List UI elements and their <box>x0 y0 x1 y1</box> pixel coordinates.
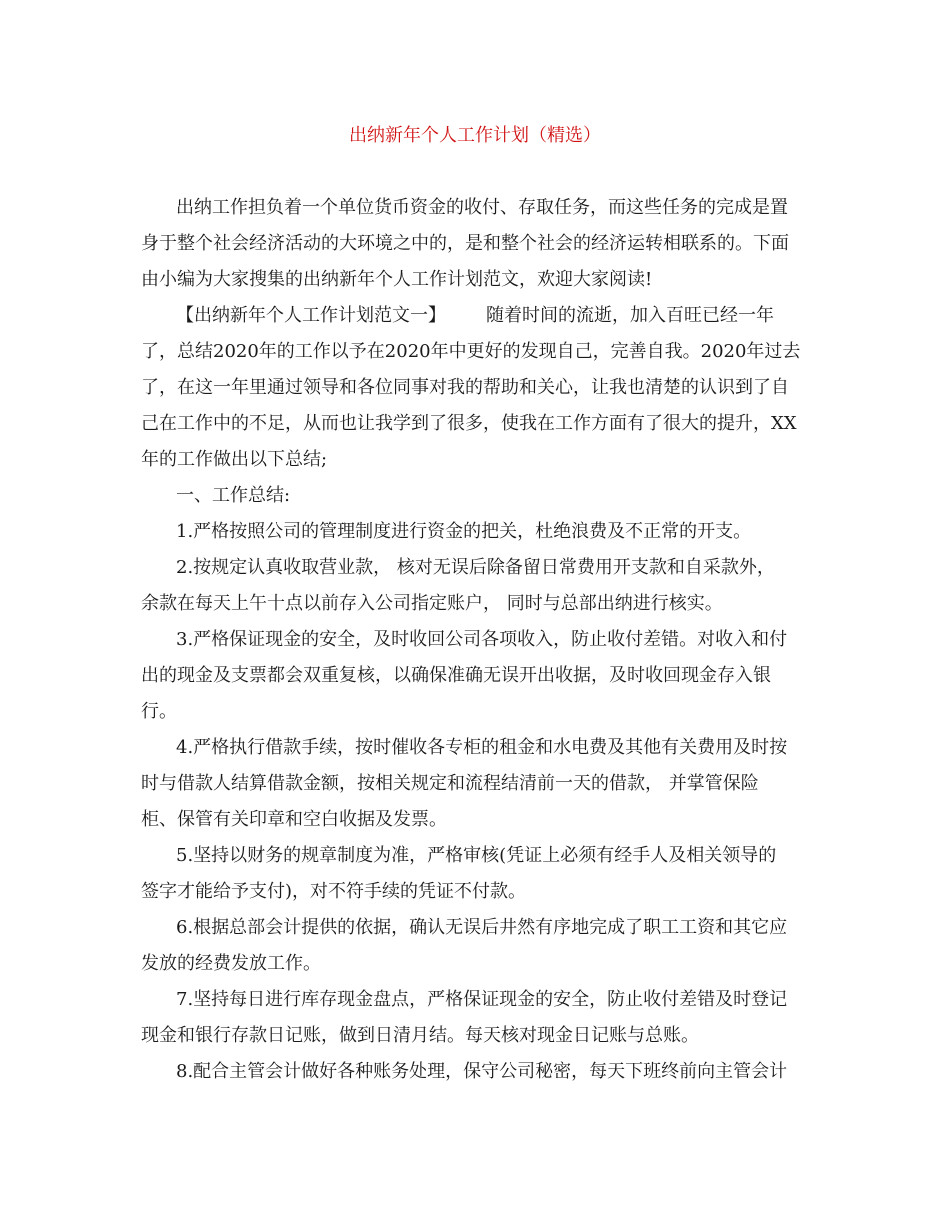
list-item: 5.坚持以财务的规章制度为准，严格审核(凭证上必须有经手人及相关领导的 <box>176 845 777 866</box>
paragraph-text: 随着时间的流逝，加入百旺已经一年 <box>486 305 774 326</box>
list-item-continuation: 现金和银行存款日记账，做到日清月结。每天核对现金日记账与总账。 <box>141 1025 699 1046</box>
paragraph-line: 了，总结2020年的工作以予在2020年中更好的发现自己，完善自我。2020年过去 <box>141 341 801 362</box>
section-heading: 【出纳新年个人工作计划范文一】 <box>176 305 446 326</box>
list-item-continuation: 柜、保管有关印章和空白收据及发票。 <box>141 809 447 830</box>
paragraph-line: 己在工作中的不足，从而也让我学到了很多，使我在工作方面有了很大的提升，XX <box>141 413 797 434</box>
list-item: 2.按规定认真收取营业款， 核对无误后除备留日常费用开支款和自采款外， <box>176 557 775 578</box>
list-item: 8.配合主管会计做好各种账务处理，保守公司秘密，每天下班终前向主管会计 <box>176 1061 788 1082</box>
list-item: 7.坚持每日进行库存现金盘点，严格保证现金的安全，防止收付差错及时登记 <box>176 989 788 1010</box>
list-item: 1.严格按照公司的管理制度进行资金的把关，杜绝浪费及不正常的开支。 <box>176 521 752 542</box>
list-item-continuation: 出的现金及支票都会双重复核，以确保准确无误开出收据，及时收回现金存入银 <box>141 665 771 686</box>
list-item-continuation: 发放的经费发放工作。 <box>141 953 321 974</box>
paragraph-line: 了，在这一年里通过领导和各位同事对我的帮助和关心，让我也清楚的认识到了自 <box>141 377 789 398</box>
list-item: 3.严格保证现金的安全，及时收回公司各项收入，防止收付差错。对收入和付 <box>176 629 788 650</box>
paragraph-line: 身于整个社会经济活动的大环境之中的，是和整个社会的经济运转相联系的。下面 <box>141 233 789 254</box>
paragraph-line: 年的工作做出以下总结; <box>141 449 328 470</box>
paragraph-line <box>176 304 774 328</box>
section-heading: 一、工作总结: <box>176 485 291 506</box>
list-item-continuation: 余款在每天上午十点以前存入公司指定账户， 同时与总部出纳进行核实。 <box>141 593 723 614</box>
paragraph-line: 出纳工作担负着一个单位货币资金的收付、存取任务，而这些任务的完成是置 <box>176 197 788 218</box>
list-item-continuation: 时与借款人结算借款金额，按相关规定和流程结清前一天的借款， 并掌管保险 <box>141 773 759 794</box>
list-item: 6.根据总部会计提供的依据，确认无误后井然有序地完成了职工工资和其它应 <box>176 917 788 938</box>
list-item-continuation: 行。 <box>141 701 177 722</box>
list-item-continuation: 签字才能给予支付)，对不符手续的凭证不付款。 <box>141 881 527 902</box>
document-title: 出纳新年个人工作计划（精选） <box>349 125 601 146</box>
paragraph-line: 由小编为大家搜集的出纳新年个人工作计划范文，欢迎大家阅读! <box>141 269 653 290</box>
list-item: 4.严格执行借款手续，按时催收各专柜的租金和水电费及其他有关费用及时按 <box>176 737 788 758</box>
